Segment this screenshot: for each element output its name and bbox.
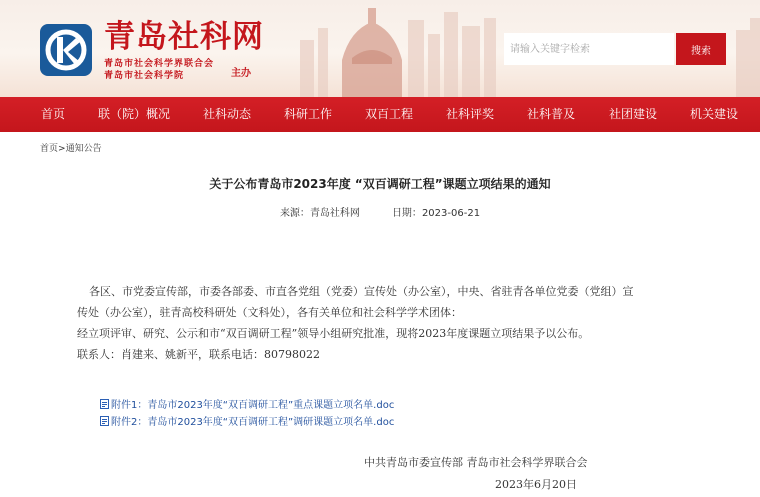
paragraph-1-line-2: 传处（办公室），驻青高校科研处（文科处），各有关单位和社会科学学术团体： — [77, 306, 462, 319]
doc-file-icon — [100, 399, 109, 409]
nav-item-organization[interactable]: 机关建设 — [690, 107, 739, 121]
source-label: 来源： — [279, 208, 310, 219]
organizer-line-2: 青岛市社会科学院 — [104, 71, 185, 81]
paragraph-3: 联系人：肖建来、姚新平，联系电话：80798022 — [77, 348, 320, 361]
nav-item-home[interactable]: 首页 — [41, 107, 66, 121]
nav-item-shuangbai[interactable]: 双百工程 — [365, 107, 414, 121]
nav-item-popularization[interactable]: 社科普及 — [527, 107, 576, 121]
attachment-label-1[interactable]: 附件1：青岛市2023年度“双百调研工程”重点课题立项名单.doc — [111, 400, 395, 411]
search-button[interactable]: 搜索 — [676, 33, 726, 65]
organizer-line-1: 青岛市社会科学界联合会 — [104, 59, 215, 69]
doc-file-icon — [100, 416, 109, 426]
site-header — [0, 0, 760, 97]
issuer-signature: 中共青岛市委宣传部 青岛市社会科学界联合会 — [364, 456, 588, 469]
date-label: 日期： — [391, 208, 422, 219]
paragraph-2: 经立项评审、研究、公示和市“双百调研工程”领导小组研究批准，现将2023年度课题立项结果予以公布。 — [77, 327, 590, 340]
nav-item-news[interactable]: 社科动态 — [203, 107, 252, 121]
article-meta — [0, 204, 760, 219]
article-title: 关于公布青岛市2023年度 “双百调研工程”课题立项结果的通知 — [209, 177, 551, 191]
organizer-names — [104, 58, 214, 82]
source-value: 青岛社科网 — [309, 208, 360, 219]
ks-logo-icon[interactable] — [40, 24, 92, 76]
main-nav — [0, 97, 760, 132]
search-input[interactable] — [504, 33, 674, 65]
site-title: 青岛社科网 — [104, 19, 264, 55]
date-value: 2023-06-21 — [421, 208, 481, 219]
issue-date: 2023年6月20日 — [495, 478, 577, 491]
nav-item-research[interactable]: 科研工作 — [284, 107, 333, 121]
paragraph-1-line-1: 各区、市党委宣传部，市委各部委、市直各党组（党委）宣传处（办公室），中央、省驻青各单位党委（党组）宣 — [89, 285, 634, 298]
breadcrumb-separator: > — [58, 144, 66, 154]
nav-item-awards[interactable]: 社科评奖 — [446, 107, 495, 121]
breadcrumb-home[interactable]: 首页 — [40, 144, 59, 154]
attachment-label-2[interactable]: 附件2：青岛市2023年度“双百调研工程”调研课题立项名单.doc — [111, 417, 395, 428]
breadcrumb-current[interactable]: 通知公告 — [65, 144, 102, 154]
nav-item-associations[interactable]: 社团建设 — [609, 107, 658, 121]
attachment-link-1[interactable] — [100, 396, 394, 411]
nav-item-overview[interactable]: 联（院）概况 — [98, 107, 171, 121]
breadcrumb — [40, 141, 102, 154]
attachment-link-2[interactable] — [100, 413, 394, 428]
organizer-host-label: 主办 — [231, 68, 251, 79]
article-body — [77, 281, 707, 365]
